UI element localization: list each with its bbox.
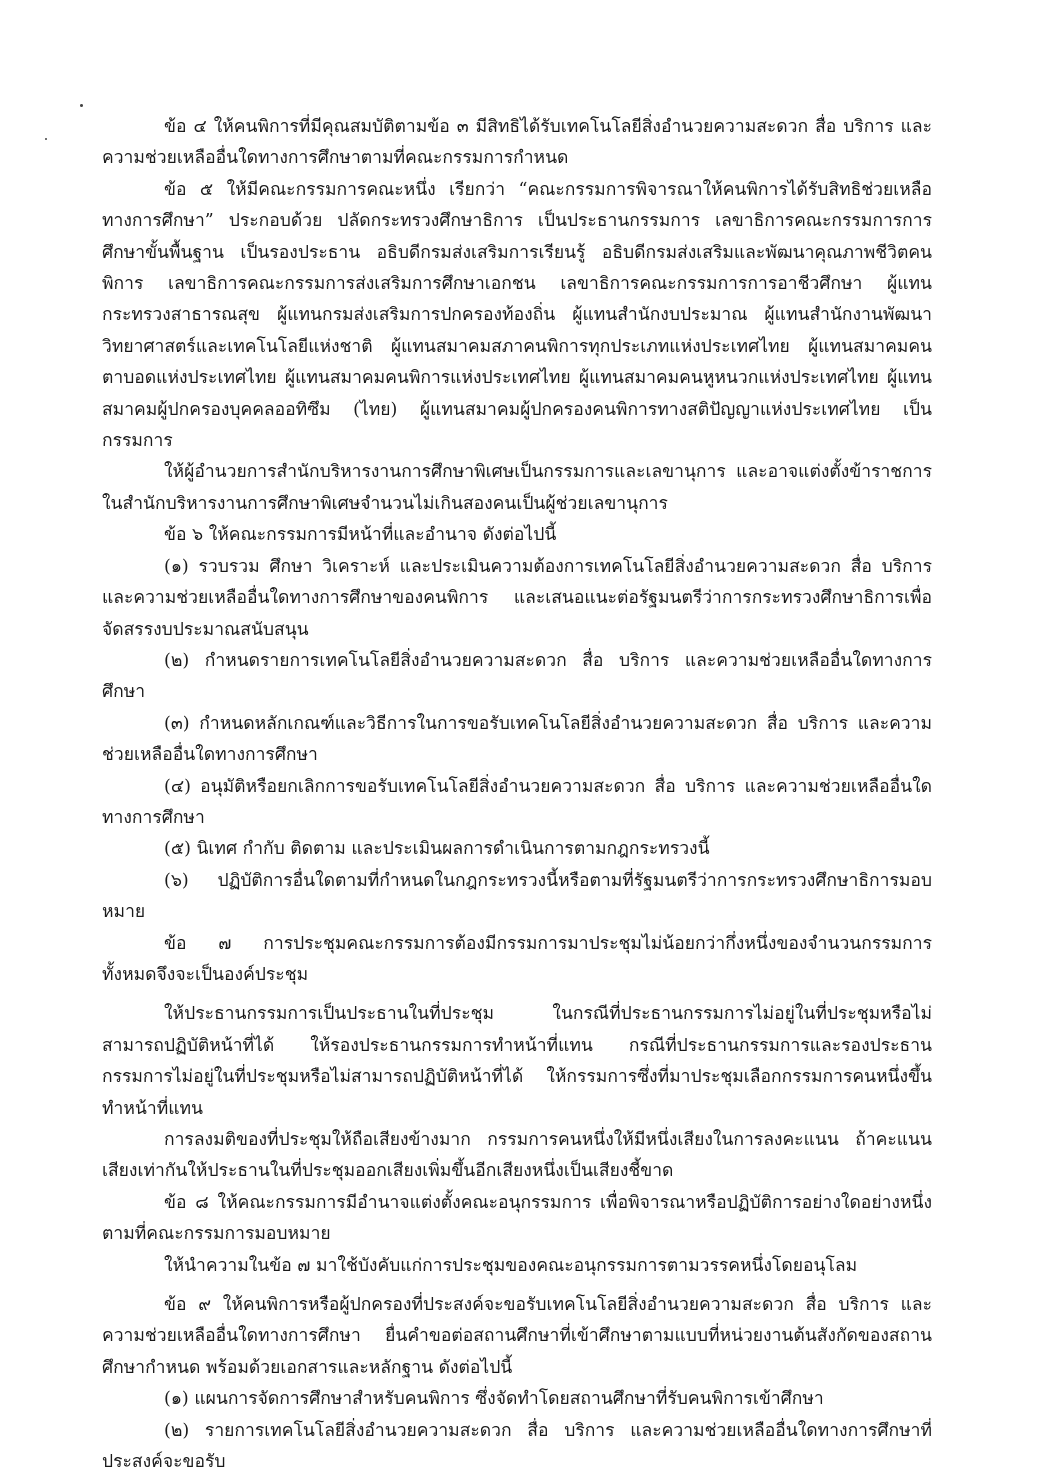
clause-8: ข้อ ๘ ให้คณะกรรมการมีอำนาจแต่งตั้งคณะอนุกรรมการ เพื่อพิจารณาหรือปฏิบัติการอย่างใดอย่างหนึ่งตามที่คณะกรรมการมอบหมาย	[102, 1192, 932, 1245]
clause-5: ข้อ ๕ ให้มีคณะกรรมการคณะหนึ่ง เรียกว่า “คณะกรรมการพิจารณาให้คนพิการได้รับสิทธิช่วยเหลือทางการศึกษา” ประกอบด้วย ปลัดกระทรวงศึกษาธิการ เป็นประธานกรรมการ เลขาธิการคณะกรรมการการศึกษาขั้นพื้นฐาน เป็นรองประธาน อธิบดีกรมส่งเสริมการเรียนรู้ อธิบดีกรมส่งเสริมและพัฒนาคุณภาพชีวิตคนพิการ เลขาธิการคณะกรรมการส่งเสริมการศึกษาเอกชน เลขาธิการคณะกรรมการการอาชีวศึกษา ผู้แทนกระทรวงสาธารณสุข ผู้แทนกรมส่งเสริมการปกครองท้องถิ่น ผู้แทนสำนักงบประมาณ ผู้แทนสำนักงานพัฒนาวิทยาศาสตร์และเทคโนโลยีแห่งชาติ ผู้แทนสมาคมสภาคนพิการทุกประเภทแห่งประเทศไทย ผู้แทนสมาคมคนตาบอดแห่งประเทศไทย ผู้แทนสมาคมคนพิการแห่งประเทศไทย ผู้แทนสมาคมคนหูหนวกแห่งประเทศไทย ผู้แทนสมาคมผู้ปกครองบุคคลออทิซึม (ไทย) ผู้แทนสมาคมผู้ปกครองคนพิการทางสติปัญญาแห่งประเทศไทย เป็นกรรมการ	[102, 179, 932, 452]
scan-speck	[80, 104, 83, 107]
clause-6-item-6: (๖) ปฏิบัติการอื่นใดตามที่กำหนดในกฎกระทรวงนี้หรือตามที่รัฐมนตรีว่าการกระทรวงศึกษาธิการมอบหมาย	[102, 870, 932, 923]
clause-7-voting: การลงมติของที่ประชุมให้ถือเสียงข้างมาก กรรมการคนหนึ่งให้มีหนึ่งเสียงในการลงคะแนน ถ้าคะแนนเสียงเท่ากันให้ประธานในที่ประชุมออกเสียงเพิ่มขึ้นอีกเสียงหนึ่งเป็นเสียงชี้ขาด	[102, 1130, 932, 1182]
clause-6-item-3: (๓) กำหนดหลักเกณฑ์และวิธีการในการขอรับเทคโนโลยีสิ่งอำนวยความสะดวก สื่อ บริการ และความช่วยเหลืออื่นใดทางการศึกษา	[102, 713, 932, 766]
clause-9-item-2: (๒) รายการเทคโนโลยีสิ่งอำนวยความสะดวก สื่อ บริการ และความช่วยเหลืออื่นใดทางการศึกษาที่ประสงค์จะขอรับ	[102, 1420, 932, 1473]
clause-5-secretary: ให้ผู้อำนวยการสำนักบริหารงานการศึกษาพิเศษเป็นกรรมการและเลขานุการ และอาจแต่งตั้งข้าราชการในสำนักบริหารงานการศึกษาพิเศษจำนวนไม่เกินสองคนเป็นผู้ช่วยเลขานุการ	[102, 462, 932, 514]
clause-4: ข้อ ๔ ให้คนพิการที่มีคุณสมบัติตามข้อ ๓ มีสิทธิได้รับเทคโนโลยีสิ่งอำนวยความสะดวก สื่อ บริการ และความช่วยเหลืออื่นใดทางการศึกษาตามที่คณะกรรมการกำหนด	[102, 117, 932, 169]
clause-9-item-1: (๑) แผนการจัดการศึกษาสำหรับคนพิการ ซึ่งจัดทำโดยสถานศึกษาที่รับคนพิการเข้าศึกษา	[164, 1389, 824, 1410]
clause-6-item-4: (๔) อนุมัติหรือยกเลิกการขอรับเทคโนโลยีสิ่งอำนวยความสะดวก สื่อ บริการ และความช่วยเหลืออื่นใดทางการศึกษา	[102, 776, 932, 828]
clause-6-item-1: (๑) รวบรวม ศึกษา วิเคราะห์ และประเมินความต้องการเทคโนโลยีสิ่งอำนวยความสะดวก สื่อ บริการ และความช่วยเหลืออื่นใดทางการศึกษาของคนพิการ และเสนอแนะต่อรัฐมนตรีว่าการกระทรวงศึกษาธิการเพื่อจัดสรรงบประมาณสนับสนุน	[102, 556, 932, 640]
clause-7: ข้อ ๗ การประชุมคณะกรรมการต้องมีกรรมการมาประชุมไม่น้อยกว่ากึ่งหนึ่งของจำนวนกรรมการทั้งหมดจึงจะเป็นองค์ประชุม	[102, 933, 932, 985]
clause-8-subcommittee: ให้นำความในข้อ ๗ มาใช้บังคับแก่การประชุมของคณะอนุกรรมการตามวรรคหนึ่งโดยอนุโลม	[164, 1255, 858, 1276]
clause-7-chair: ให้ประธานกรรมการเป็นประธานในที่ประชุม ในกรณีที่ประธานกรรมการไม่อยู่ในที่ประชุมหรือไม่สามารถปฏิบัติหน้าที่ได้ ให้รองประธานกรรมการทำหน้าที่แทน กรณีที่ประธานกรรมการและรองประธานกรรมการไม่อยู่ในที่ประชุมหรือไม่สามารถปฏิบัติหน้าที่ได้ ให้กรรมการซึ่งที่มาประชุมเลือกกรรมการคนหนึ่งขึ้นทำหน้าที่แทน	[102, 1004, 932, 1119]
scan-speck	[45, 138, 47, 140]
clause-6-item-2: (๒) กำหนดรายการเทคโนโลยีสิ่งอำนวยความสะดวก สื่อ บริการ และความช่วยเหลืออื่นใดทางการศึกษา	[102, 650, 932, 703]
document-body	[102, 112, 932, 1478]
clause-9: ข้อ ๙ ให้คนพิการหรือผู้ปกครองที่ประสงค์จะขอรับเทคโนโลยีสิ่งอำนวยความสะดวก สื่อ บริการ และความช่วยเหลืออื่นใดทางการศึกษา ยื่นคำขอต่อสถานศึกษาที่เข้าศึกษาตามแบบที่หน่วยงานต้นสังกัดของสถานศึกษากำหนด พร้อมด้วยเอกสารและหลักฐาน ดังต่อไปนี้	[102, 1295, 932, 1378]
clause-6-item-5: (๕) นิเทศ กำกับ ติดตาม และประเมินผลการดำเนินการตามกฎกระทรวงนี้	[164, 839, 710, 860]
clause-6: ข้อ ๖ ให้คณะกรรมการมีหน้าที่และอำนาจ ดังต่อไปนี้	[164, 525, 557, 546]
